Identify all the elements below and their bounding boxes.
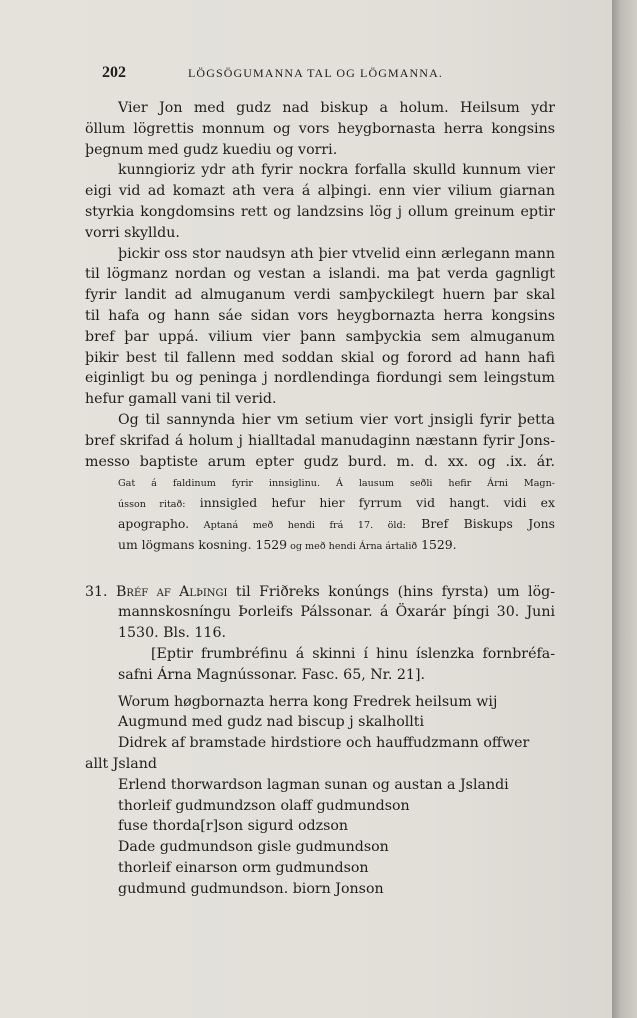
text-line: thorleif einarson orm gudmundson bbox=[118, 859, 369, 876]
note-text: og með hendi Árna ártalið bbox=[287, 540, 418, 552]
text-line: fyrir landit ad almuganum verdi samþyckilegt huern þar skal bbox=[85, 287, 555, 304]
editorial-note-line bbox=[85, 535, 555, 556]
entry-title: Bréf af Alþingi bbox=[116, 583, 228, 600]
entry-heading-line: mannskosníngu Þorleifs Pálssonar. á Öxarár þíngi 30. Juni bbox=[118, 604, 555, 621]
note-quote: apographo. bbox=[118, 515, 190, 531]
text-line: thorleif gudmundzson olaff gudmundson bbox=[118, 797, 410, 814]
page-edge bbox=[612, 0, 637, 1018]
text-line: eiginligt bu og peninga j nordlendinga fiordungi sem leingstum bbox=[85, 370, 555, 387]
text-line: Vier Jon med gudz nad biskup a holum. Heilsum ydr bbox=[118, 100, 555, 116]
entry-heading-line bbox=[85, 582, 555, 603]
text-line: styrkia kongdomsins rett og landzsins lög j ollum greinum eptir bbox=[85, 203, 555, 220]
text-line: bref skrifad á holum j hialltadal manudaginn næstann fyrir Jons- bbox=[85, 432, 555, 449]
text-line: Didrek af bramstade hirdstiore och hauffudzmann offwer bbox=[118, 735, 530, 752]
entry-number: 31. bbox=[85, 583, 108, 600]
running-title: LÖGSÖGUMANNA TAL OG LÖGMANNA. bbox=[188, 66, 443, 80]
text-line: öllum lögrettis monnum og vors heygbornasta herra kongsins bbox=[85, 120, 555, 137]
text-line: bref þar uppá. vilium vier þann samþyckia sem almuganum bbox=[85, 328, 555, 345]
section-gap bbox=[85, 556, 555, 582]
text-line: þegnum med gudz kuediu og vorri. bbox=[85, 141, 338, 158]
text-line: kunngioriz ydr ath fyrir nockra forfalla skulld kunnum vier bbox=[118, 162, 555, 179]
text-line: Erlend thorwardson lagman sunan og austan a Jslandi bbox=[118, 776, 509, 793]
text-line: Dade gudmundson gisle gudmundson bbox=[118, 839, 389, 856]
note-quote: Bref Biskups Jons bbox=[405, 515, 555, 531]
note-quote: 1529. bbox=[417, 536, 457, 552]
note-quote: innsigled hefur hier fyrrum vid hangt. vidi ex bbox=[185, 495, 555, 511]
text-line: allt Jsland bbox=[85, 755, 157, 772]
text-line: Og til sannynda hier vm setium vier vort jnsigli fyrir þetta bbox=[118, 411, 555, 428]
entry-title-rest: til Friðreks konúngs (hins fyrsta) um lög- bbox=[227, 583, 555, 600]
running-header bbox=[102, 64, 572, 84]
page-number: 202 bbox=[102, 64, 126, 81]
text-line: þickir oss stor naudsyn ath þier vtvelid einn ærlegann mann bbox=[118, 245, 555, 262]
note-quote: um lögmans kosning. 1529 bbox=[118, 536, 288, 552]
text-line: Augmund med gudz nad biscup j skalhollti bbox=[118, 714, 425, 731]
text-line: fuse thorda[r]son sigurd odzson bbox=[118, 818, 349, 835]
text-line: gudmund gudmundson. biorn Jonson bbox=[118, 880, 384, 897]
note-text: ússon ritað: bbox=[118, 499, 186, 511]
text-line: til hafa og hann sáe sidan vors heygbornazta herra kongsins bbox=[85, 307, 555, 324]
text-line: messo baptiste arum epter gudz burd. m. d. xx. og .ix. ár. bbox=[85, 453, 555, 470]
entry-heading-line: 1530. Bls. 116. bbox=[118, 625, 226, 642]
note-text: Gat á faldinum fyrir innsiglinu. Á lausum seðli hefir Árni Magn- bbox=[118, 478, 555, 490]
text-line: vorri skylldu. bbox=[85, 224, 180, 241]
text-line: hefur gamall vani til verid. bbox=[85, 391, 277, 408]
text-line: Worum høgbornazta herra kong Fredrek heilsum wij bbox=[118, 693, 498, 710]
text-line: eigi vid ad komazt ath vera á alþingi. enn vier vilium giarnan bbox=[85, 183, 555, 200]
editorial-note-line bbox=[85, 514, 555, 535]
editorial-note-line bbox=[85, 472, 555, 493]
note-text: Aptaná með hendi frá 17. öld: bbox=[189, 519, 406, 531]
text-block bbox=[85, 98, 555, 899]
text-line: til lögmanz nordan og vestan a islandi. ma þat verda gagnligt bbox=[85, 266, 555, 283]
source-line: [Eptir frumbréfinu á skinni í hinu íslenzka fornbréfa- bbox=[151, 645, 555, 662]
source-line: safni Árna Magnússonar. Fasc. 65, Nr. 21]. bbox=[118, 666, 426, 683]
text-line: þikir best til fallenn med soddan skial og forord ad hann hafi bbox=[85, 349, 555, 366]
editorial-note-line bbox=[85, 493, 555, 514]
